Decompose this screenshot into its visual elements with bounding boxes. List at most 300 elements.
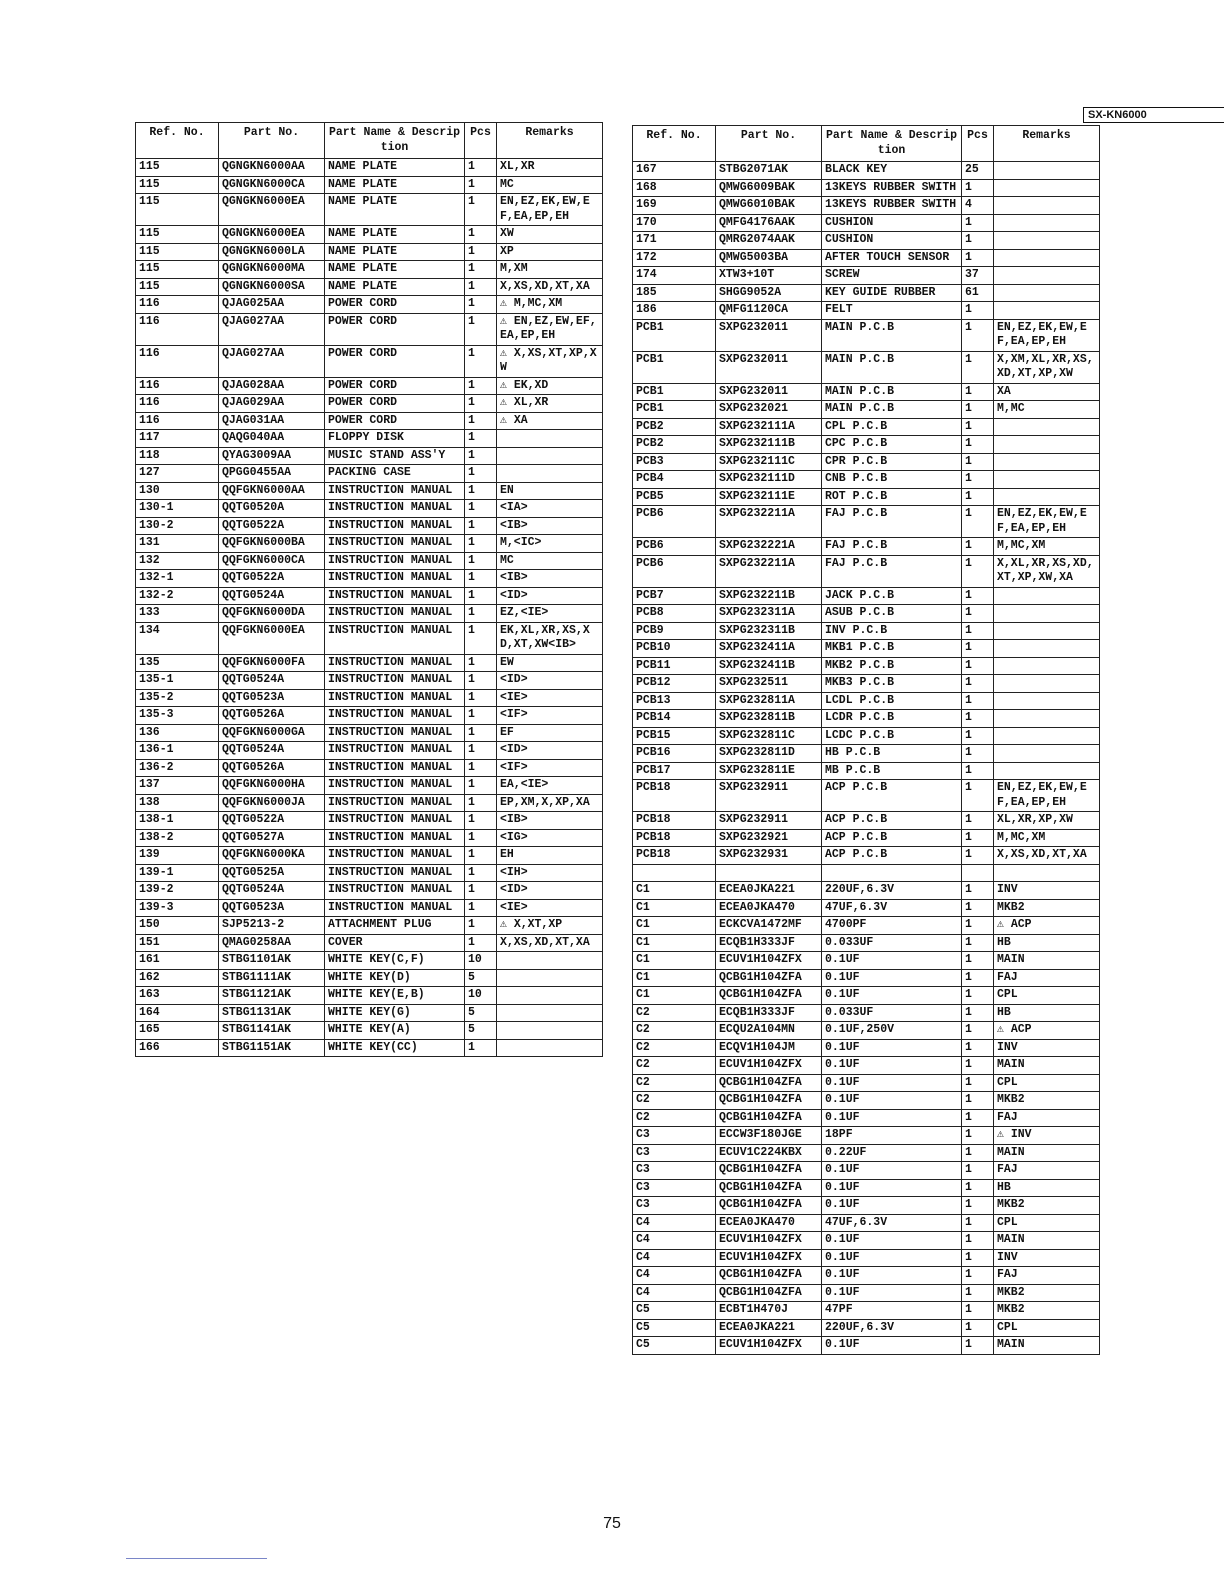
part-no-cell: QQTG0525A [219, 864, 325, 882]
table-row [136, 345, 603, 377]
remarks-cell: EN,EZ,EK,EW,EF,EA,EP,EH [994, 506, 1100, 538]
part-no-cell: ECUV1H104ZFX [716, 1249, 822, 1267]
remarks-cell: EN,EZ,EK,EW,EF,EA,EP,EH [994, 319, 1100, 351]
ref-no-cell: PCB17 [633, 762, 716, 780]
ref-no-cell: 174 [633, 267, 716, 285]
table-row [633, 829, 1100, 847]
table-row [136, 552, 603, 570]
ref-no-cell: 136-1 [136, 742, 219, 760]
part-no-cell: SXPG232311B [716, 622, 822, 640]
part-name-cell: 0.1UF [822, 1074, 962, 1092]
part-name-cell: WHITE KEY(E,B) [325, 987, 465, 1005]
pcs-cell: 5 [465, 969, 497, 987]
ref-no-cell: 139-2 [136, 882, 219, 900]
part-no-cell: SXPG232221A [716, 538, 822, 556]
table-row [633, 1004, 1100, 1022]
ref-no-cell: 138-2 [136, 829, 219, 847]
table-row [136, 812, 603, 830]
remarks-cell: CPL [994, 987, 1100, 1005]
part-name-cell: MKB1 P.C.B [822, 640, 962, 658]
part-no-cell: STBG1111AK [219, 969, 325, 987]
table-row [633, 453, 1100, 471]
part-name-cell: SCREW [822, 267, 962, 285]
pcs-cell: 1 [962, 249, 994, 267]
part-no-cell: SHGG9052A [716, 284, 822, 302]
remarks-cell: ⚠ XA [497, 412, 603, 430]
table-row [633, 1109, 1100, 1127]
part-no-cell: ECQV1H104JM [716, 1039, 822, 1057]
part-no-cell: ECEA0JKA470 [716, 899, 822, 917]
part-name-cell: 18PF [822, 1127, 962, 1145]
pcs-cell: 1 [465, 482, 497, 500]
ref-no-cell: C5 [633, 1337, 716, 1355]
part-no-cell: QJAG027AA [219, 313, 325, 345]
part-no-cell: QJAG025AA [219, 296, 325, 314]
part-no-cell: SXPG232111A [716, 418, 822, 436]
remarks-cell [994, 284, 1100, 302]
part-name-cell: 0.1UF [822, 1057, 962, 1075]
part-no-cell: SXPG232111E [716, 488, 822, 506]
part-name-cell: NAME PLATE [325, 278, 465, 296]
ref-no-cell: C3 [633, 1127, 716, 1145]
model-tag: SX-KN6000 [1083, 107, 1224, 123]
part-name-cell: INSTRUCTION MANUAL [325, 812, 465, 830]
table-row [136, 689, 603, 707]
part-no-cell: SXPG232011 [716, 319, 822, 351]
table-row [136, 829, 603, 847]
table-row [633, 284, 1100, 302]
remarks-cell: <ID> [497, 672, 603, 690]
remarks-cell: EN,EZ,EK,EW,EF,EA,EP,EH [994, 780, 1100, 812]
part-name-cell: 220UF,6.3V [822, 1319, 962, 1337]
remarks-cell: MKB2 [994, 1092, 1100, 1110]
part-name-cell: CUSHION [822, 232, 962, 250]
part-no-cell [716, 864, 822, 882]
remarks-cell: X,XM,XL,XR,XS,XD,XT,XP,XW [994, 351, 1100, 383]
table-row [633, 1022, 1100, 1040]
parts-table-left [135, 122, 603, 1057]
part-name-cell: 0.1UF [822, 1092, 962, 1110]
remarks-cell: EA,<IE> [497, 777, 603, 795]
ref-no-cell: 115 [136, 159, 219, 177]
pcs-cell: 1 [962, 214, 994, 232]
table-row [633, 710, 1100, 728]
pcs-cell: 1 [962, 506, 994, 538]
pcs-cell: 1 [465, 689, 497, 707]
parts-table-right-body [633, 162, 1100, 1355]
ref-no-cell: C2 [633, 1004, 716, 1022]
part-no-cell: QCBG1H104ZFA [716, 969, 822, 987]
table-row [633, 987, 1100, 1005]
ref-no-cell: 115 [136, 226, 219, 244]
table-row [633, 1214, 1100, 1232]
table-row [136, 570, 603, 588]
pcs-cell: 1 [962, 488, 994, 506]
part-name-cell: WHITE KEY(CC) [325, 1039, 465, 1057]
ref-no-cell: 127 [136, 465, 219, 483]
table-row [633, 917, 1100, 935]
table-row [136, 296, 603, 314]
part-no-cell: QQFGKN6000GA [219, 724, 325, 742]
pcs-cell: 1 [465, 377, 497, 395]
table-row [136, 278, 603, 296]
remarks-cell [994, 162, 1100, 180]
pcs-cell: 1 [962, 418, 994, 436]
remarks-cell: XA [994, 383, 1100, 401]
part-name-cell: ACP P.C.B [822, 829, 962, 847]
pcs-cell: 1 [962, 710, 994, 728]
part-no-cell: QQFGKN6000BA [219, 535, 325, 553]
table-row [136, 517, 603, 535]
part-no-cell: SXPG232011 [716, 351, 822, 383]
ref-no-cell: PCB2 [633, 418, 716, 436]
ref-no-cell: 132-1 [136, 570, 219, 588]
table-row [633, 1162, 1100, 1180]
pcs-cell: 1 [962, 1214, 994, 1232]
table-row [136, 1039, 603, 1057]
parts-table-left-body [136, 159, 603, 1057]
table-row [136, 969, 603, 987]
part-name-cell: NAME PLATE [325, 261, 465, 279]
part-name-cell: INSTRUCTION MANUAL [325, 672, 465, 690]
remarks-cell: EH [497, 847, 603, 865]
pcs-cell: 4 [962, 197, 994, 215]
part-no-cell: SXPG232931 [716, 847, 822, 865]
part-name-cell: JACK P.C.B [822, 587, 962, 605]
ref-no-cell: PCB18 [633, 780, 716, 812]
part-no-cell: QCBG1H104ZFA [716, 1267, 822, 1285]
table-row [136, 465, 603, 483]
pcs-cell: 1 [962, 762, 994, 780]
part-no-cell: ECCW3F180JGE [716, 1127, 822, 1145]
part-name-cell: 0.033UF [822, 934, 962, 952]
pcs-cell: 1 [962, 882, 994, 900]
ref-no-cell: PCB6 [633, 506, 716, 538]
table-row [633, 351, 1100, 383]
table-row [633, 1249, 1100, 1267]
remarks-cell: <IF> [497, 707, 603, 725]
part-name-cell: INSTRUCTION MANUAL [325, 829, 465, 847]
part-name-cell: 0.1UF [822, 987, 962, 1005]
part-no-cell: QJAG027AA [219, 345, 325, 377]
table-row [633, 934, 1100, 952]
table-row [633, 780, 1100, 812]
pcs-cell: 1 [962, 179, 994, 197]
remarks-cell: EN [497, 482, 603, 500]
table-row [136, 482, 603, 500]
ref-no-cell: PCB12 [633, 675, 716, 693]
part-no-cell: QQTG0522A [219, 812, 325, 830]
part-name-cell: ACP P.C.B [822, 847, 962, 865]
part-name-cell: CPC P.C.B [822, 436, 962, 454]
ref-no-cell: 185 [633, 284, 716, 302]
part-no-cell: STBG1101AK [219, 952, 325, 970]
pcs-cell: 1 [465, 587, 497, 605]
part-no-cell: SXPG232211B [716, 587, 822, 605]
pcs-cell: 61 [962, 284, 994, 302]
ref-no-cell: PCB8 [633, 605, 716, 623]
part-name-cell: 0.1UF [822, 1232, 962, 1250]
pcs-cell: 1 [962, 1039, 994, 1057]
pcs-cell: 1 [465, 313, 497, 345]
table-row [633, 436, 1100, 454]
ref-no-cell: 186 [633, 302, 716, 320]
pcs-cell: 1 [465, 430, 497, 448]
table-row [633, 319, 1100, 351]
pcs-cell: 1 [962, 1057, 994, 1075]
part-name-cell: FAJ P.C.B [822, 506, 962, 538]
table-row [633, 864, 1100, 882]
remarks-cell: FAJ [994, 1109, 1100, 1127]
table-row [633, 1144, 1100, 1162]
col-header-remarks: Remarks [994, 126, 1100, 162]
part-name-cell: POWER CORD [325, 395, 465, 413]
part-no-cell: QGNGKN6000CA [219, 176, 325, 194]
table-row [136, 395, 603, 413]
pcs-cell: 1 [962, 1302, 994, 1320]
remarks-cell: HB [994, 934, 1100, 952]
ref-no-cell: C1 [633, 882, 716, 900]
part-name-cell: CUSHION [822, 214, 962, 232]
pcs-cell: 1 [962, 969, 994, 987]
table-row [633, 1284, 1100, 1302]
remarks-cell: M,MC,XM [994, 538, 1100, 556]
part-no-cell: QQTG0523A [219, 689, 325, 707]
pcs-cell: 1 [962, 302, 994, 320]
table-row [136, 759, 603, 777]
table-row [136, 176, 603, 194]
part-no-cell: QCBG1H104ZFA [716, 1284, 822, 1302]
pcs-cell: 1 [465, 759, 497, 777]
part-no-cell: QQFGKN6000KA [219, 847, 325, 865]
table-row [136, 535, 603, 553]
table-row [136, 864, 603, 882]
part-name-cell: 13KEYS RUBBER SWITH [822, 197, 962, 215]
table-row [633, 1039, 1100, 1057]
part-name-cell: INSTRUCTION MANUAL [325, 742, 465, 760]
remarks-cell: XL,XR,XP,XW [994, 812, 1100, 830]
part-no-cell: SXPG232411A [716, 640, 822, 658]
table-row [136, 243, 603, 261]
table-row [633, 488, 1100, 506]
part-name-cell: NAME PLATE [325, 176, 465, 194]
ref-no-cell: 165 [136, 1022, 219, 1040]
part-no-cell: SXPG232811D [716, 745, 822, 763]
part-name-cell: INSTRUCTION MANUAL [325, 864, 465, 882]
part-no-cell: QQFGKN6000HA [219, 777, 325, 795]
part-name-cell: LCDC P.C.B [822, 727, 962, 745]
ref-no-cell: 166 [136, 1039, 219, 1057]
remarks-cell: MAIN [994, 1232, 1100, 1250]
ref-no-cell: 116 [136, 313, 219, 345]
ref-no-cell: PCB1 [633, 319, 716, 351]
part-no-cell: QQTG0524A [219, 672, 325, 690]
remarks-cell [497, 465, 603, 483]
pcs-cell: 1 [962, 745, 994, 763]
pcs-cell: 1 [962, 555, 994, 587]
part-name-cell: WHITE KEY(C,F) [325, 952, 465, 970]
part-name-cell: LCDR P.C.B [822, 710, 962, 728]
pcs-cell: 1 [962, 692, 994, 710]
part-no-cell: SXPG232511 [716, 675, 822, 693]
part-no-cell: ECEA0JKA221 [716, 882, 822, 900]
remarks-cell: X,XS,XD,XT,XA [994, 847, 1100, 865]
ref-no-cell: PCB6 [633, 555, 716, 587]
part-no-cell: QQFGKN6000FA [219, 654, 325, 672]
part-name-cell: POWER CORD [325, 313, 465, 345]
part-no-cell: QQTG0526A [219, 707, 325, 725]
pcs-cell: 1 [962, 1249, 994, 1267]
table-row [633, 605, 1100, 623]
ref-no-cell: 136 [136, 724, 219, 742]
remarks-cell: <ID> [497, 587, 603, 605]
remarks-cell [497, 430, 603, 448]
table-row [136, 672, 603, 690]
pcs-cell: 1 [962, 319, 994, 351]
part-no-cell: QMWG6009BAK [716, 179, 822, 197]
pcs-cell: 1 [465, 517, 497, 535]
table-row [633, 657, 1100, 675]
pcs-cell: 1 [465, 847, 497, 865]
ref-no-cell: 115 [136, 176, 219, 194]
table-row [136, 500, 603, 518]
pcs-cell: 1 [962, 1144, 994, 1162]
table-header-row [633, 126, 1100, 162]
pcs-cell: 1 [962, 1232, 994, 1250]
pcs-cell: 1 [465, 395, 497, 413]
part-no-cell: SXPG232811E [716, 762, 822, 780]
ref-no-cell: 130-1 [136, 500, 219, 518]
part-no-cell: XTW3+10T [716, 267, 822, 285]
pcs-cell: 1 [962, 622, 994, 640]
part-name-cell: MB P.C.B [822, 762, 962, 780]
ref-no-cell [633, 864, 716, 882]
remarks-cell [994, 214, 1100, 232]
table-row [633, 675, 1100, 693]
table-row [633, 640, 1100, 658]
remarks-cell: EK,XL,XR,XS,XD,XT,XW<IB> [497, 622, 603, 654]
remarks-cell [994, 640, 1100, 658]
pcs-cell: 1 [465, 261, 497, 279]
part-no-cell: QGNGKN6000MA [219, 261, 325, 279]
table-row [633, 969, 1100, 987]
table-row [136, 226, 603, 244]
part-name-cell: 0.033UF [822, 1004, 962, 1022]
table-row [633, 882, 1100, 900]
part-no-cell: SXPG232811A [716, 692, 822, 710]
table-row [633, 1057, 1100, 1075]
part-no-cell: QQTG0524A [219, 742, 325, 760]
part-name-cell: INSTRUCTION MANUAL [325, 482, 465, 500]
pcs-cell: 5 [465, 1004, 497, 1022]
table-row [136, 987, 603, 1005]
part-no-cell: QQFGKN6000CA [219, 552, 325, 570]
pcs-cell: 1 [962, 1284, 994, 1302]
table-row [136, 934, 603, 952]
ref-no-cell: C4 [633, 1267, 716, 1285]
part-name-cell: MAIN P.C.B [822, 319, 962, 351]
pcs-cell: 1 [962, 899, 994, 917]
part-name-cell: FAJ P.C.B [822, 538, 962, 556]
remarks-cell [994, 864, 1100, 882]
pcs-cell: 1 [962, 453, 994, 471]
ref-no-cell: PCB10 [633, 640, 716, 658]
remarks-cell: X,XS,XD,XT,XA [497, 278, 603, 296]
pcs-cell: 1 [962, 471, 994, 489]
ref-no-cell: PCB1 [633, 401, 716, 419]
part-no-cell: STBG2071AK [716, 162, 822, 180]
pcs-cell: 1 [465, 412, 497, 430]
remarks-cell [994, 727, 1100, 745]
remarks-cell: ⚠ ACP [994, 1022, 1100, 1040]
part-name-cell: INSTRUCTION MANUAL [325, 759, 465, 777]
remarks-cell [497, 952, 603, 970]
table-row [136, 313, 603, 345]
table-row [136, 622, 603, 654]
remarks-cell: <IE> [497, 689, 603, 707]
table-row [633, 302, 1100, 320]
part-no-cell: SXPG232111B [716, 436, 822, 454]
remarks-cell: <ID> [497, 742, 603, 760]
col-header-part-name: Part Name & Description [822, 126, 962, 162]
part-no-cell: QGNGKN6000AA [219, 159, 325, 177]
part-no-cell: ECEA0JKA470 [716, 1214, 822, 1232]
remarks-cell: FAJ [994, 1267, 1100, 1285]
pcs-cell: 1 [962, 1074, 994, 1092]
remarks-cell: X,XS,XD,XT,XA [497, 934, 603, 952]
pcs-cell: 1 [465, 605, 497, 623]
part-no-cell: QMWG5003BA [716, 249, 822, 267]
pcs-cell: 1 [962, 987, 994, 1005]
ref-no-cell: C1 [633, 969, 716, 987]
ref-no-cell: PCB4 [633, 471, 716, 489]
part-name-cell: INSTRUCTION MANUAL [325, 899, 465, 917]
table-row [136, 847, 603, 865]
pcs-cell: 1 [465, 447, 497, 465]
part-name-cell: INSTRUCTION MANUAL [325, 847, 465, 865]
remarks-cell [994, 453, 1100, 471]
ref-no-cell: 117 [136, 430, 219, 448]
pcs-cell: 1 [962, 1162, 994, 1180]
remarks-cell [497, 1004, 603, 1022]
table-row [633, 745, 1100, 763]
pcs-cell: 1 [962, 829, 994, 847]
remarks-cell [994, 675, 1100, 693]
part-no-cell: QYAG3009AA [219, 447, 325, 465]
part-name-cell: MAIN P.C.B [822, 351, 962, 383]
ref-no-cell: PCB16 [633, 745, 716, 763]
pcs-cell: 1 [962, 1319, 994, 1337]
remarks-cell: MAIN [994, 1337, 1100, 1355]
part-no-cell: ECBT1H470J [716, 1302, 822, 1320]
table-row [633, 555, 1100, 587]
remarks-cell [994, 745, 1100, 763]
remarks-cell: MAIN [994, 1057, 1100, 1075]
table-row [136, 952, 603, 970]
part-name-cell: 220UF,6.3V [822, 882, 962, 900]
part-name-cell: 0.1UF [822, 969, 962, 987]
part-name-cell: POWER CORD [325, 345, 465, 377]
part-no-cell: QCBG1H104ZFA [716, 1074, 822, 1092]
part-name-cell: NAME PLATE [325, 159, 465, 177]
pcs-cell: 1 [465, 194, 497, 226]
part-no-cell: QGNGKN6000SA [219, 278, 325, 296]
part-no-cell: STBG1141AK [219, 1022, 325, 1040]
remarks-cell [994, 197, 1100, 215]
ref-no-cell: PCB14 [633, 710, 716, 728]
ref-no-cell: 116 [136, 412, 219, 430]
ref-no-cell: 115 [136, 261, 219, 279]
